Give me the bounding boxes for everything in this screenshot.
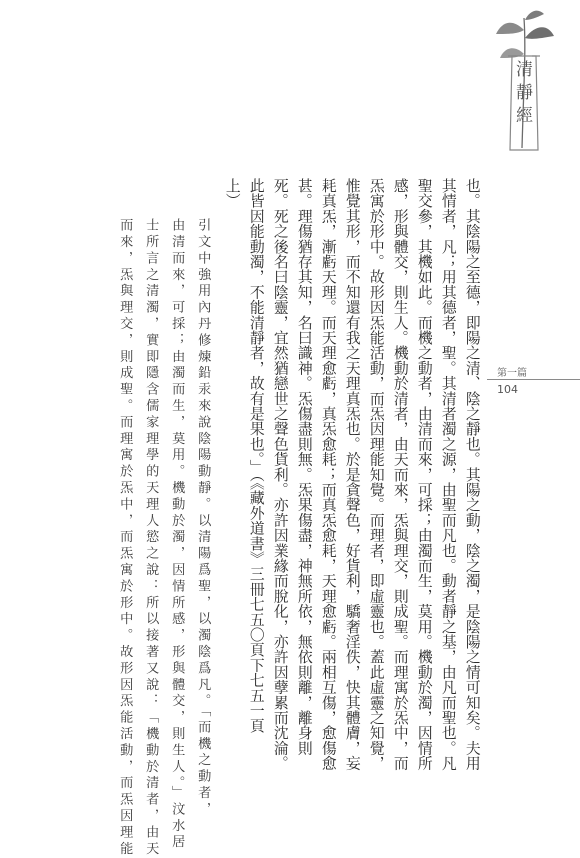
commentary-column: 士所言之清濁，實即隱含儒家理學的天理人慾之說：所以接著又說：「機動於清者，由天 xyxy=(143,218,159,858)
quote-column: 此皆因能動濁，不能清靜者，故有是果也。」（《藏外道書》三冊七五〇頁下七五一頁 xyxy=(247,178,265,734)
page-number: 104 xyxy=(497,383,518,396)
commentary-column: 由清而來，可採；由濁而生，莫用。機動於濁，因情所感，形與體交，則生人。」汶水居 xyxy=(169,218,185,851)
quote-column: 上） xyxy=(223,178,241,209)
book-title: 清靜經 xyxy=(512,60,532,129)
commentary-column: 引文中強用內丹修煉鉛汞來說陰陽動靜。以清陽爲聖，以濁陰爲凡。「而機之動者， xyxy=(195,218,211,819)
quote-column: 感，形與體交，則生人。機動於清者，由天而來，炁與理交，則成聖。而理寓於炁中，而 xyxy=(391,178,409,771)
quote-column: 甚。理傷猶存其知，名曰識神。炁傷盡則無。炁果傷盡，神無所依，無依則離，離身則 xyxy=(295,178,313,756)
commentary-column: 而來，炁與理交，則成聖。而理寓於炁中，而炁寓於形中。故形因炁能活動，而炁因理能 xyxy=(117,218,133,858)
quote-column: 聖交參，其機如此。而機之動者，由清而來，可採；由濁而生，莫用。機動於濁，因情所 xyxy=(415,178,433,771)
chapter-label: 第一篇 xyxy=(497,368,527,379)
side-rule-divider xyxy=(487,379,580,380)
quote-column: 死。死之後名曰陰靈，宜然猶戀世之聲色貨利。亦許因業緣而脫化，亦許因孽累而沈淪。 xyxy=(271,178,289,771)
quote-column: 耗真炁，漸虧天理。而天理愈虧，真炁愈耗；而真炁愈耗，天理愈虧。兩相互傷，愈傷愈 xyxy=(319,178,337,771)
quote-column: 惟覺其形，而不知還有我之天理真炁也。於是貪聲色，好貨利，驕奢淫佚，快其體膚，妄 xyxy=(343,178,361,771)
quote-column: 炁寓於形中。故形因炁能活動，而炁因理能知覺。而理者，即虛靈也。蓋此虛靈之知覺， xyxy=(367,178,385,771)
quote-column: 也。其陰陽之至德，即陽之清、陰之靜也。其陽之動，陰之濁，是陰陽之情可知矣。夫用 xyxy=(463,178,481,771)
quote-column: 其情者，凡；用其德者，聖。其清者濁之源，由聖而凡也。動者靜之基，由凡而聖也。凡 xyxy=(439,178,457,771)
